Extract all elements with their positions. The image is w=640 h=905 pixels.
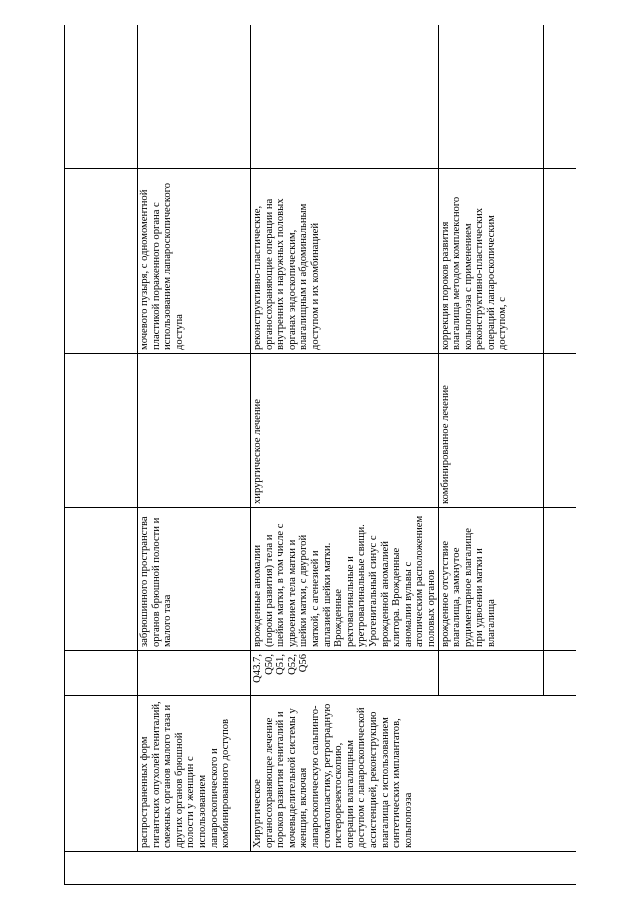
table-cell <box>65 25 138 169</box>
table-cell: коррекция пороков развития влагалища методом комплексного кольпопоэза с применением реконструктивно-пластических операций лапароскопическим доступом, с <box>438 169 543 354</box>
table-cell <box>65 852 577 885</box>
table-cell <box>543 508 576 651</box>
table-cell: врожденное отсутствие влагалища, замкнутое рудиментарное влагалище при удвоении матки и влагалища <box>438 508 543 651</box>
table-cell: комбинированное лечение <box>438 354 543 508</box>
table-cell <box>543 651 576 696</box>
page <box>64 25 576 885</box>
table-cell <box>65 169 138 354</box>
table-cell <box>138 25 251 169</box>
medical-procedures-table <box>64 25 576 885</box>
table-cell: мочевого пузыря, с одномоментной пластикой пораженного органа с использованием лапароскопического доступа <box>138 169 251 354</box>
table-cell <box>138 354 251 508</box>
table-cell: реконструктивно-пластические, органосохраняющие операции на внутренних и наружных половых органах эндоскопическим, влагалищным и абдоминальным доступом и их комбинацией <box>251 169 439 354</box>
table-cell <box>438 25 543 169</box>
table-cell <box>138 651 251 696</box>
table-cell: Хирургическое органосохраняющее лечение пороков развития гениталий и мочевыделительной системы у женщин, включая лапароскопическую сальпинго-стоматопластику, ретроградную гистерорезектоскопию, операции влагалищным доступом с лапароскопической ассистенцией, реконструкцию влагалища с использованием синтетических имплантатов, кольпопоэза <box>251 696 577 852</box>
table-cell <box>543 169 576 354</box>
table-cell: хирургическое лечение <box>251 354 439 508</box>
table-cell <box>543 354 576 508</box>
table-cell <box>65 696 138 852</box>
table-cell: забрюшинного пространства органов брюшной полости и малого таза <box>138 508 251 651</box>
table-row <box>138 25 251 885</box>
table-cell: врожденные аномалии (пороки развития) тела и шейки матки, в том числе с удвоением тела матки и шейки матки, с двурогой маткой, с агенезией и аплазией шейки матки. Врожденные ректовагинальные и уретровагинальные свищи. Урогенитальный синус с врожденной аномалией клитора. Врожденные аномалии вульвы с атопическим расположением половых органов <box>251 508 439 651</box>
table-row <box>65 25 138 885</box>
rotated-table-container <box>64 25 576 885</box>
table-cell <box>251 25 439 169</box>
table-cell <box>65 354 138 508</box>
table-cell: Q43.7, Q50, Q51, Q52, Q56 <box>251 651 439 696</box>
table-row <box>251 25 439 885</box>
table-cell <box>438 651 543 696</box>
table-cell: распространенных форм гигантских опухолей гениталий, смежных органов малого таза и других органов брюшной полости у женщин с использованием лапароскопического и комбинированного доступов <box>138 696 251 852</box>
table-cell <box>65 508 138 651</box>
table-cell <box>65 651 138 696</box>
table-cell <box>543 25 576 169</box>
